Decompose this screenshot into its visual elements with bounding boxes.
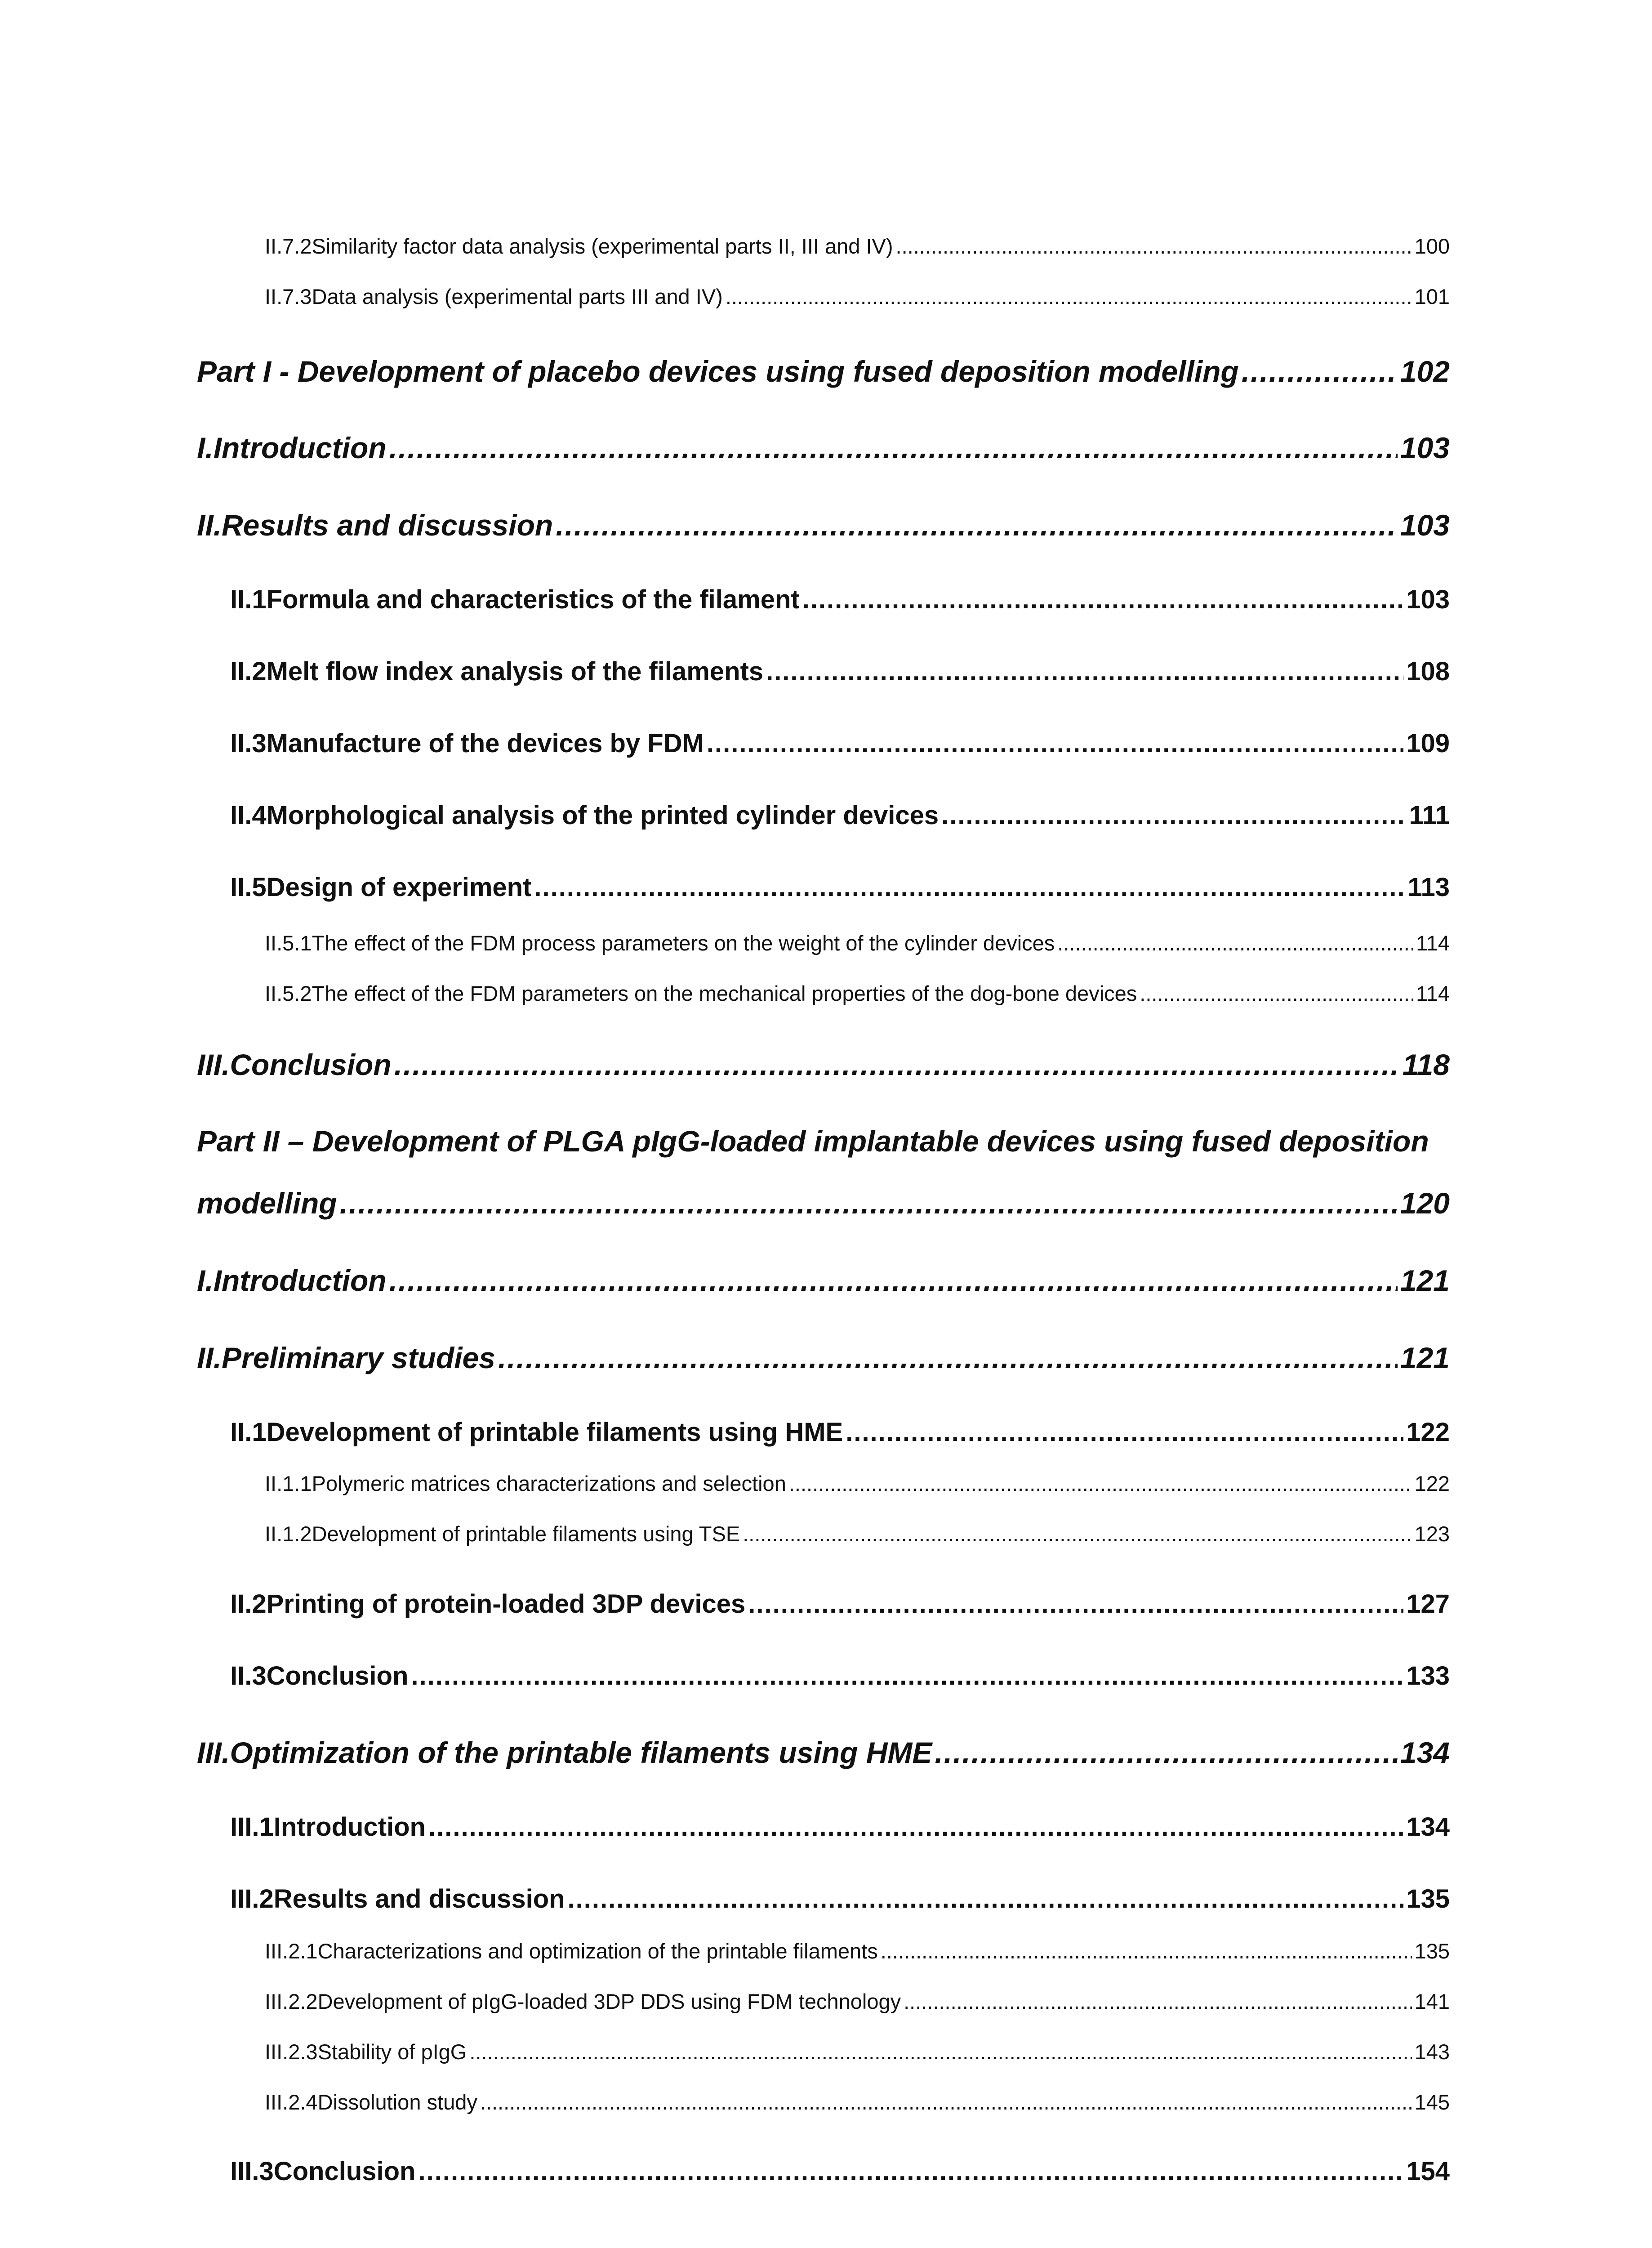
toc-entry-number: III.1 [230,1812,274,1842]
toc-entry[interactable] [197,508,1450,542]
dot-leader [1057,931,1413,955]
toc-entry-number: II. [197,1341,222,1374]
toc-entry-title: Introduction [273,1812,426,1842]
toc-entry-page: 134 [1406,1812,1450,1842]
toc-entry-page: 118 [1402,1048,1450,1081]
toc-entry-page: 111 [1409,801,1450,830]
toc-entry-page: 100 [1414,234,1450,258]
toc-entry-number: II.3 [230,729,267,758]
toc-entry-page: 102 [1400,355,1450,388]
dot-leader [748,1589,1403,1619]
toc-entry-page: 121 [1400,1264,1450,1297]
toc-entry[interactable] [265,1939,1450,1963]
toc-entry[interactable] [265,2039,1450,2064]
toc-entry[interactable] [265,2090,1450,2114]
toc-entry-number: III.3 [230,2157,274,2186]
toc-entry-page: 123 [1414,1522,1450,1546]
dot-leader [935,1735,1397,1770]
toc-entry-title: Morphological analysis of the printed cylinder devices [266,801,939,830]
toc-entry[interactable] [265,981,1450,1006]
toc-entry-number: II.1.2 [265,1522,312,1546]
dot-leader [941,800,1407,830]
toc-entry-page: 120 [1400,1186,1450,1220]
dot-leader [480,2090,1412,2114]
toc-entry[interactable] [230,1812,1450,1842]
toc-entry-title: Preliminary studies [222,1341,495,1374]
toc-entry-page: 145 [1414,2090,1450,2114]
dot-leader [846,1417,1403,1447]
toc-entry-page: 127 [1406,1589,1450,1619]
toc-entry-title: Development of printable filaments using HME [266,1418,843,1447]
toc-entry[interactable] [197,431,1450,465]
toc-entry-number: II.1 [230,1418,267,1447]
toc-entry-page: 108 [1406,657,1450,686]
dot-leader [340,1186,1398,1220]
toc-entry-number: II.1 [230,585,267,614]
toc-part-entry[interactable] [197,1186,1450,1220]
toc-entry[interactable] [230,872,1450,902]
toc-entry-page: 143 [1414,2040,1450,2064]
toc-entry-title: Manufacture of the devices by FDM [266,729,704,758]
toc-entry-number: II.2 [230,1589,267,1619]
toc-entry[interactable] [265,1471,1450,1496]
toc-entry-title: Development of pIgG-loaded 3DP DDS using FDM technology [317,1989,901,2013]
toc-entry-title: Part I - Development of placebo devices using fused deposition modelling [197,355,1239,388]
dot-leader [389,1263,1398,1298]
toc-entry-number: I. [197,1264,214,1297]
toc-entry-number: II.5.1 [265,931,312,955]
toc-entry-number: III.2.4 [265,2090,318,2114]
toc-entry-number: II. [197,508,222,542]
toc-entry[interactable] [197,1341,1450,1375]
toc-entry-number: III.2.3 [265,2040,318,2064]
dot-leader [743,1521,1412,1546]
toc-entry-title: Formula and characteristics of the filament [266,585,800,614]
toc-entry-page: 141 [1414,1989,1450,2013]
toc-entry-number: I. [197,431,214,464]
toc-entry-page: 134 [1400,1736,1450,1769]
toc-entry-number: III.2 [230,1884,274,1913]
dot-leader [469,2039,1412,2064]
toc-entry[interactable] [230,800,1450,830]
dot-leader [394,1048,1400,1082]
toc-entry[interactable] [230,656,1450,687]
dot-leader [419,2156,1404,2186]
toc-entry-number: II.5.2 [265,981,312,1005]
toc-entry-page: 101 [1414,285,1450,308]
toc-entry[interactable] [230,2156,1450,2186]
toc-entry-page: 103 [1400,508,1450,542]
toc-entry-page: 109 [1406,729,1450,758]
toc-entry-title: Dissolution study [317,2090,477,2114]
toc-entry[interactable] [265,284,1450,309]
toc-entry[interactable] [265,1521,1450,1546]
toc-entry-page: 114 [1416,931,1450,955]
toc-entry-title: Similarity factor data analysis (experimental parts II, III and IV) [312,234,893,258]
dot-leader [789,1471,1412,1496]
toc-entry-number: II.5 [230,873,267,902]
toc-entry-title: Data analysis (experimental parts III and IV) [312,285,723,308]
toc-entry-page: 103 [1406,585,1450,614]
toc-entry-title: Optimization of the printable filaments using HME [230,1736,932,1769]
dot-leader [766,656,1403,687]
toc-entry-title: Conclusion [266,1661,409,1690]
toc-entry-number: II.3 [230,1661,267,1690]
toc-entry-number: II.7.2 [265,234,312,258]
dot-leader [802,584,1404,615]
toc-entry[interactable] [230,1661,1450,1691]
toc-entry[interactable] [230,728,1450,758]
toc-part-entry[interactable] [197,354,1450,388]
toc-entry-number: III. [197,1048,230,1081]
dot-leader [904,1989,1412,2014]
toc-entry-title: Conclusion [230,1048,392,1081]
dot-leader [534,872,1405,902]
toc-entry-title: Melt flow index analysis of the filaments [266,657,764,686]
dot-leader [1140,981,1413,1006]
toc-entry-page: 113 [1407,873,1450,902]
dot-leader [881,1939,1412,1963]
toc-entry-number: II.4 [230,801,267,830]
toc-entry-number: III.2.1 [265,1939,318,1963]
toc-entry[interactable] [230,1589,1450,1619]
toc-entry[interactable] [265,234,1450,259]
toc-entry-title: The effect of the FDM process parameters on the weight of the cylinder devices [312,931,1055,955]
toc-entry-title: Development of printable filaments using TSE [312,1522,740,1546]
dot-leader [726,284,1412,309]
toc-entry-title: Characterizations and optimization of the printable filaments [317,1939,878,1963]
toc-entry-page: 154 [1406,2157,1450,2186]
toc-entry-title: Introduction [213,1264,387,1297]
toc-entry[interactable] [197,1263,1450,1298]
toc-entry[interactable] [265,931,1450,955]
toc-entry-page: 133 [1406,1661,1450,1690]
toc-entry-page: 135 [1414,1939,1450,1963]
toc-entry-title: Results and discussion [273,1884,565,1913]
toc-entry-title: Results and discussion [222,508,553,542]
toc-entry-page: 122 [1406,1418,1450,1447]
dot-leader [389,431,1398,465]
toc-entry-number: III. [197,1736,230,1769]
toc-entry[interactable] [230,1417,1450,1447]
dot-leader [556,508,1398,542]
dot-leader [428,1812,1403,1842]
toc-entry-title: Printing of protein-loaded 3DP devices [266,1589,746,1619]
toc-entry-title: Stability of pIgG [317,2040,467,2064]
toc-entry[interactable] [197,1048,1450,1082]
dot-leader [896,234,1412,259]
toc-entry-title: Introduction [213,431,387,464]
toc-entry-number: II.7.3 [265,285,312,308]
toc-entry-page: 103 [1400,431,1450,464]
toc-entry-title: The effect of the FDM parameters on the mechanical properties of the dog-bone devices [312,981,1137,1005]
toc-entry[interactable] [265,1989,1450,2014]
toc-entry-number: II.1.1 [265,1472,312,1495]
dot-leader [1242,354,1398,388]
dot-leader [498,1341,1398,1375]
dot-leader [411,1661,1403,1691]
toc-entry-page: 114 [1416,981,1450,1005]
toc-entry-page: 135 [1406,1884,1450,1913]
toc-entry[interactable] [197,1735,1450,1770]
toc-entry-title: Conclusion [273,2157,416,2186]
toc-entry-number: III.2.2 [265,1989,318,2013]
dot-leader [568,1884,1404,1914]
toc-entry-title: modelling [197,1186,337,1220]
toc-entry[interactable] [230,1884,1450,1914]
toc-entry-page: 121 [1400,1341,1450,1374]
toc-entry-title: Polymeric matrices characterizations and selection [312,1472,786,1495]
dot-leader [707,728,1403,758]
toc-entry-page: 122 [1414,1472,1450,1495]
toc-entry[interactable] [230,584,1450,615]
toc-entry-title: Design of experiment [266,873,532,902]
toc-part-title-line: Part II – Development of PLGA pIgG-loaded implantable devices using fused deposition [197,1124,1429,1158]
toc-entry-number: II.2 [230,657,267,686]
